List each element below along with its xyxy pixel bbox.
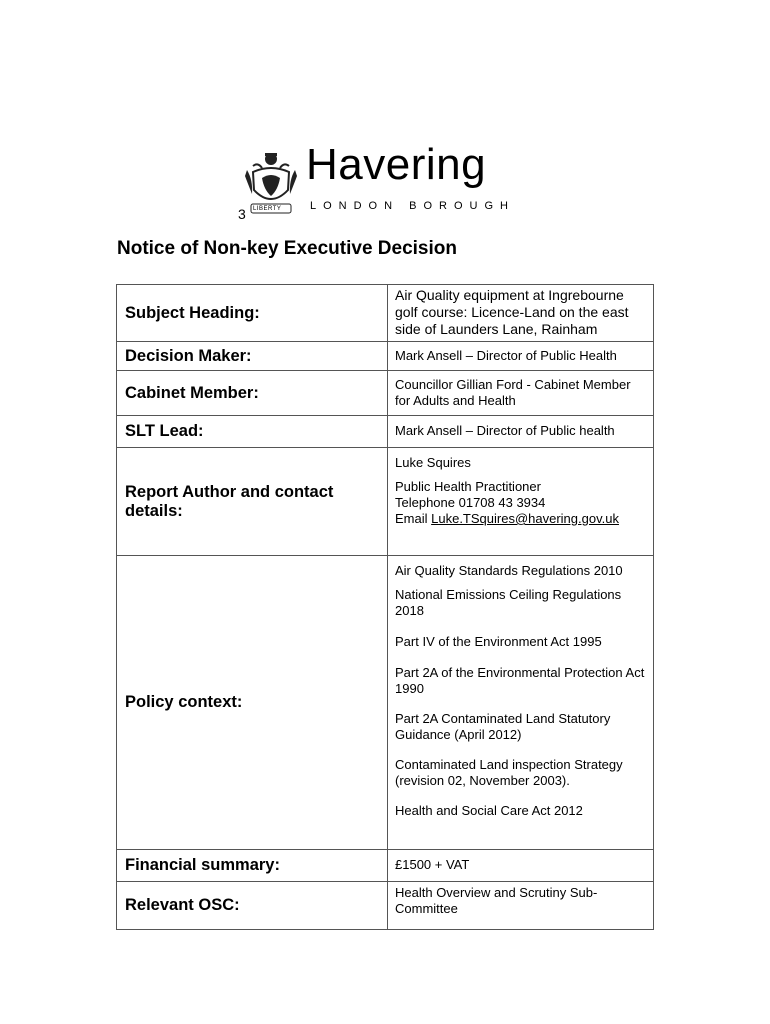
relevant-osc-label: Relevant OSC: — [117, 882, 388, 930]
policy-context-value — [388, 556, 654, 850]
cabinet-member-row — [117, 371, 654, 416]
report-author-row — [117, 448, 654, 556]
report-author-value — [388, 448, 654, 556]
policy-item: National Emissions Ceiling Regulations 2018 — [395, 587, 622, 618]
policy-item: Part IV of the Environment Act 1995 — [395, 634, 602, 649]
policy-item: Part 2A Contaminated Land Statutory Guidance (April 2012) — [395, 711, 611, 742]
havering-wordmark: Havering — [306, 140, 487, 189]
policy-context-row — [117, 556, 654, 850]
policy-item: Part 2A of the Environmental Protection Act 1990 — [395, 665, 645, 696]
slt-lead-value: Mark Ansell – Director of Public health — [388, 416, 654, 448]
crest-motto: LIBERTY — [253, 206, 282, 212]
author-contact — [395, 479, 647, 527]
document-title: Notice of Non-key Executive Decision — [117, 238, 457, 259]
policy-item: Air Quality Standards Regulations 2010 — [395, 563, 623, 578]
policy-item: Health and Social Care Act 2012 — [395, 803, 583, 818]
report-author-label: Report Author and contact details: — [117, 448, 388, 556]
financial-summary-label: Financial summary: — [117, 850, 388, 882]
decision-maker-label: Decision Maker: — [117, 342, 388, 371]
author-telephone: Telephone 01708 43 3934 — [395, 495, 546, 510]
decision-maker-row — [117, 342, 654, 371]
cabinet-member-label: Cabinet Member: — [117, 371, 388, 416]
subject-heading-label: Subject Heading: — [117, 285, 388, 342]
london-borough-wordmark: LONDON BOROUGH — [310, 200, 515, 212]
cabinet-member-value: Councillor Gillian Ford - Cabinet Member for Adults and Health — [388, 371, 654, 416]
havering-logo — [244, 140, 534, 220]
decision-details-table — [116, 284, 654, 930]
relevant-osc-value: Health Overview and Scrutiny Sub-Committee — [388, 882, 654, 930]
relevant-osc-row — [117, 882, 654, 930]
policy-item: Contaminated Land inspection Strategy (revision 02, November 2003). — [395, 757, 623, 788]
subject-heading-value: Air Quality equipment at Ingrebourne golf course: Licence-Land on the east side of Launders Lane, Rainham — [388, 285, 654, 342]
subject-heading-row — [117, 285, 654, 342]
policy-context-label: Policy context: — [117, 556, 388, 850]
slt-lead-row — [117, 416, 654, 448]
slt-lead-label: SLT Lead: — [117, 416, 388, 448]
financial-summary-row — [117, 850, 654, 882]
author-name: Luke Squires — [395, 455, 471, 470]
author-role: Public Health Practitioner — [395, 479, 541, 494]
author-email-link[interactable]: Luke.TSquires@havering.gov.uk — [431, 511, 619, 526]
page-number: 3 — [238, 206, 246, 222]
financial-summary-value: £1500 + VAT — [388, 850, 654, 882]
author-email-prefix: Email — [395, 511, 432, 526]
decision-maker-value: Mark Ansell – Director of Public Health — [388, 342, 654, 371]
